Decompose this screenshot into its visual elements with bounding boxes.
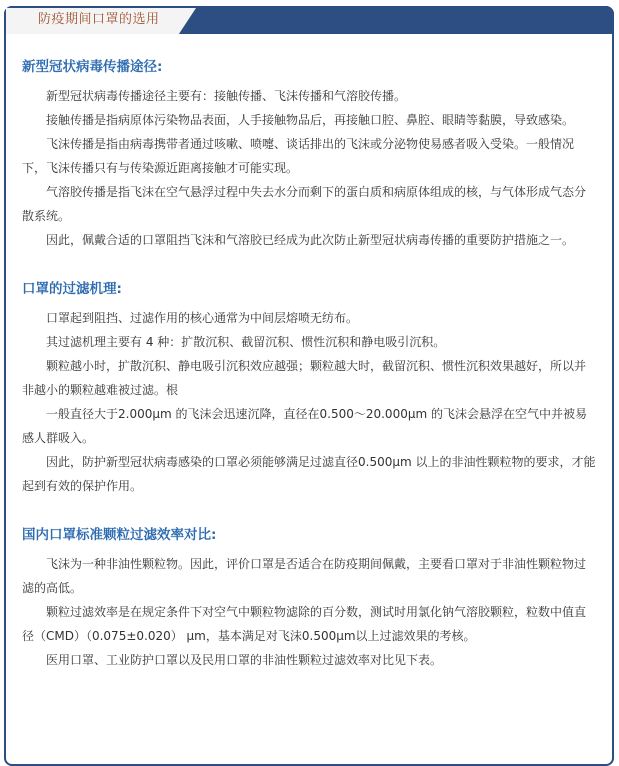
- paragraph: 其过滤机理主要有 4 种：扩散沉积、截留沉积、惯性沉积和静电吸引沉积。: [46, 335, 446, 349]
- paragraph: 因此，防护新型冠状病毒感染的口罩必须能够满足过滤直径0.500μm 以上的非油性颗粒物的要求，才能起到有效的保护作用。: [22, 455, 596, 493]
- section-heading: 口罩的过滤机理:: [22, 281, 122, 297]
- paragraph: 飞沫传播是指由病毒携带者通过咳嗽、喷嚏、谈话排出的飞沫或分泌物使易感者吸入受染。一般情况下，飞沫传播只有与传染源近距离接触才可能实现。: [22, 137, 575, 175]
- paragraph: 颗粒越小时，扩散沉积、静电吸引沉积效应越强；颗粒越大时，截留沉积、惯性沉积效果越好，所以并非越小的颗粒越难被过滤。根: [22, 359, 587, 397]
- paragraph: 飞沫为一种非油性颗粒物。因此，评价口罩是否适合在防疫期间佩戴，主要看口罩对于非油性颗粒物过滤的高低。: [22, 557, 587, 595]
- section-transmission: [22, 56, 596, 252]
- section-heading: 新型冠状病毒传播途径:: [22, 59, 163, 75]
- paragraph: 一般直径大于2.000μm 的飞沫会迅速沉降，直径在0.500～20.000μm 的飞沫会悬浮在空气中并被易感人群吸入。: [22, 407, 587, 445]
- paragraph: 口罩起到阻挡、过滤作用的核心通常为中间层熔喷无纺布。: [46, 311, 359, 325]
- paragraph: 接触传播是指病原体污染物品表面，人手接触物品后，再接触口腔、鼻腔、眼睛等黏膜，导致感染。: [46, 113, 575, 127]
- section-filtration: [22, 278, 596, 498]
- section-heading: 国内口罩标准颗粒过滤效率对比:: [22, 527, 217, 543]
- paragraph: 气溶胶传播是指飞沫在空气悬浮过程中失去水分而剩下的蛋白质和病原体组成的核，与气体形成气态分散系统。: [22, 185, 587, 223]
- paragraph: 因此，佩戴合适的口罩阻挡飞沫和气溶胶已经成为此次防止新型冠状病毒传播的重要防护措施之一。: [46, 233, 575, 247]
- paragraph: 新型冠状病毒传播途径主要有：接触传播、飞沫传播和气溶胶传播。: [46, 89, 407, 103]
- section-standards: [22, 524, 596, 672]
- page-title: 防疫期间口罩的选用: [38, 12, 160, 27]
- article-content: [22, 56, 596, 698]
- paragraph: 颗粒过滤效率是在规定条件下对空气中颗粒物滤除的百分数，测试时用氯化钠气溶胶颗粒，粒数中值直径（CMD）（0.075±0.020） μm，基本满足对飞沫0.500μm以上过滤效果的考核。: [22, 605, 587, 643]
- paragraph: 医用口罩、工业防护口罩以及民用口罩的非油性颗粒过滤效率对比见下表。: [46, 653, 443, 667]
